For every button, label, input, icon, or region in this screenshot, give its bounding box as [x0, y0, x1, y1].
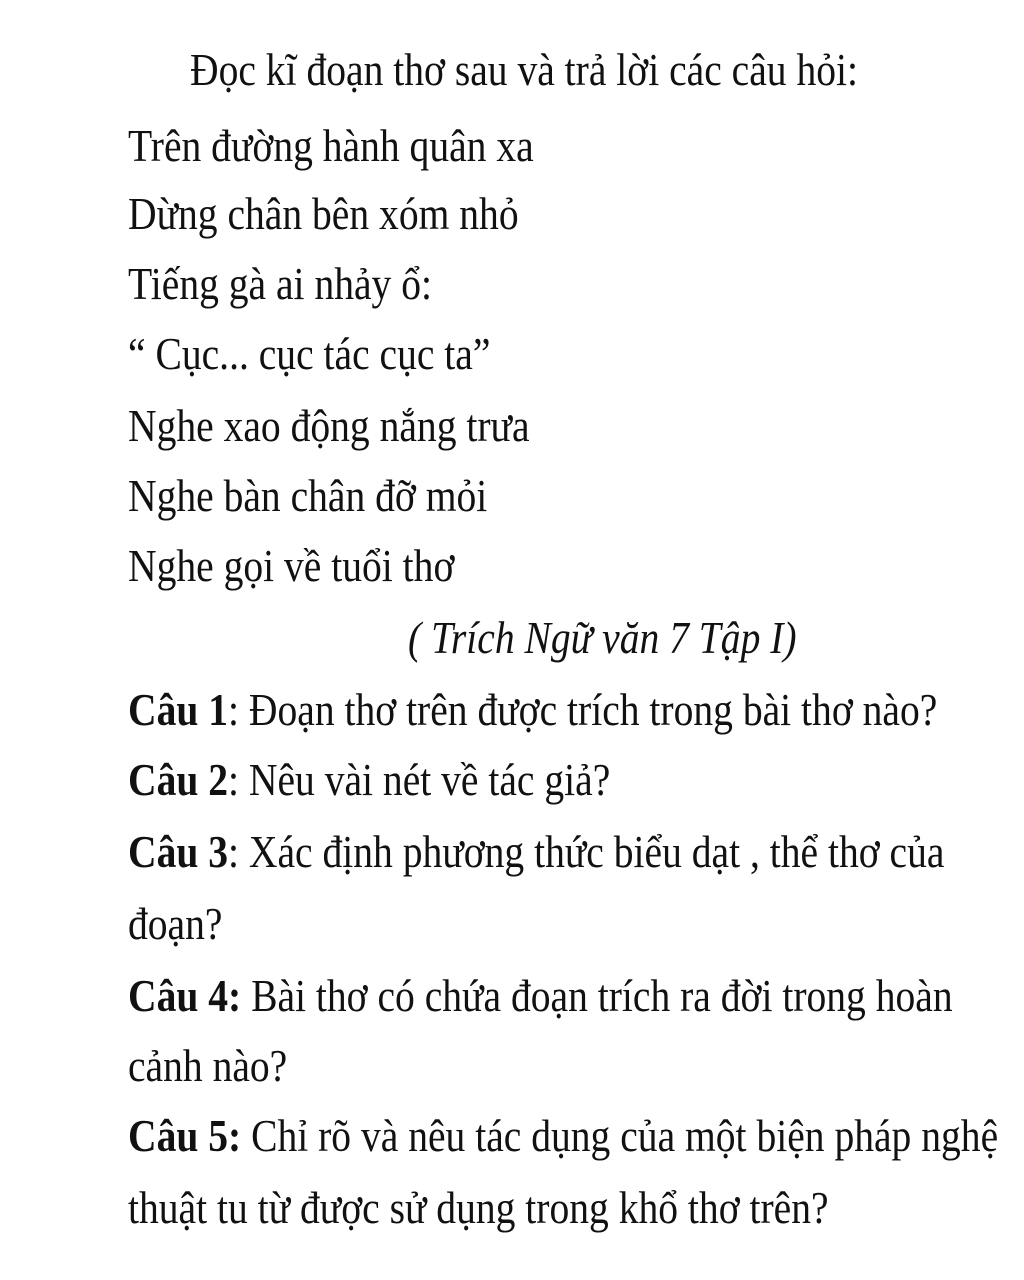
question-separator [241, 1110, 251, 1161]
instruction-heading: Đọc kĩ đoạn thơ sau và trả lời các câu hỏi: [190, 44, 858, 95]
question-separator: : [228, 754, 249, 805]
question-3-continuation: đoạn? [128, 898, 223, 949]
question-text: Xác định phương thức biểu dạt , thể thơ của [248, 826, 945, 877]
poem-line: Dừng chân bên xóm nhỏ [128, 188, 519, 239]
question-5-continuation: thuật tu từ được sử dụng trong khổ thơ trên? [128, 1182, 829, 1233]
poem-line: Nghe gọi về tuổi thơ [128, 540, 455, 591]
poem-line: Nghe xao động nắng trưa [128, 400, 530, 451]
question-separator [241, 970, 251, 1021]
question-2 [128, 750, 610, 810]
question-label: Câu 4: [128, 970, 242, 1021]
poem-line: Trên đường hành quân xa [128, 120, 534, 171]
question-text: Nêu vài nét về tác giả? [248, 754, 611, 805]
question-text: Bài thơ có chứa đoạn trích ra đời trong hoàn [251, 970, 953, 1021]
question-4-continuation: cảnh nào? [128, 1040, 288, 1091]
question-label: Câu 1 [128, 684, 229, 735]
source-citation: ( Trích Ngữ văn 7 Tập I) [408, 612, 797, 663]
question-separator: : [228, 684, 249, 735]
question-5 [128, 1106, 998, 1166]
question-label: Câu 3 [128, 826, 229, 877]
question-text: Đoạn thơ trên được trích trong bài thơ nào? [248, 684, 938, 735]
question-1 [128, 680, 937, 740]
poem-line: Nghe bàn chân đỡ mỏi [128, 470, 488, 521]
question-label: Câu 5: [128, 1110, 242, 1161]
question-4 [128, 966, 953, 1026]
question-separator: : [228, 826, 249, 877]
question-text: Chỉ rõ và nêu tác dụng của một biện pháp nghệ [251, 1110, 999, 1161]
question-label: Câu 2 [128, 754, 229, 805]
question-3 [128, 822, 944, 882]
poem-line: “ Cục... cục tác cục ta” [128, 328, 491, 379]
poem-line: Tiếng gà ai nhảy ổ: [128, 258, 433, 309]
